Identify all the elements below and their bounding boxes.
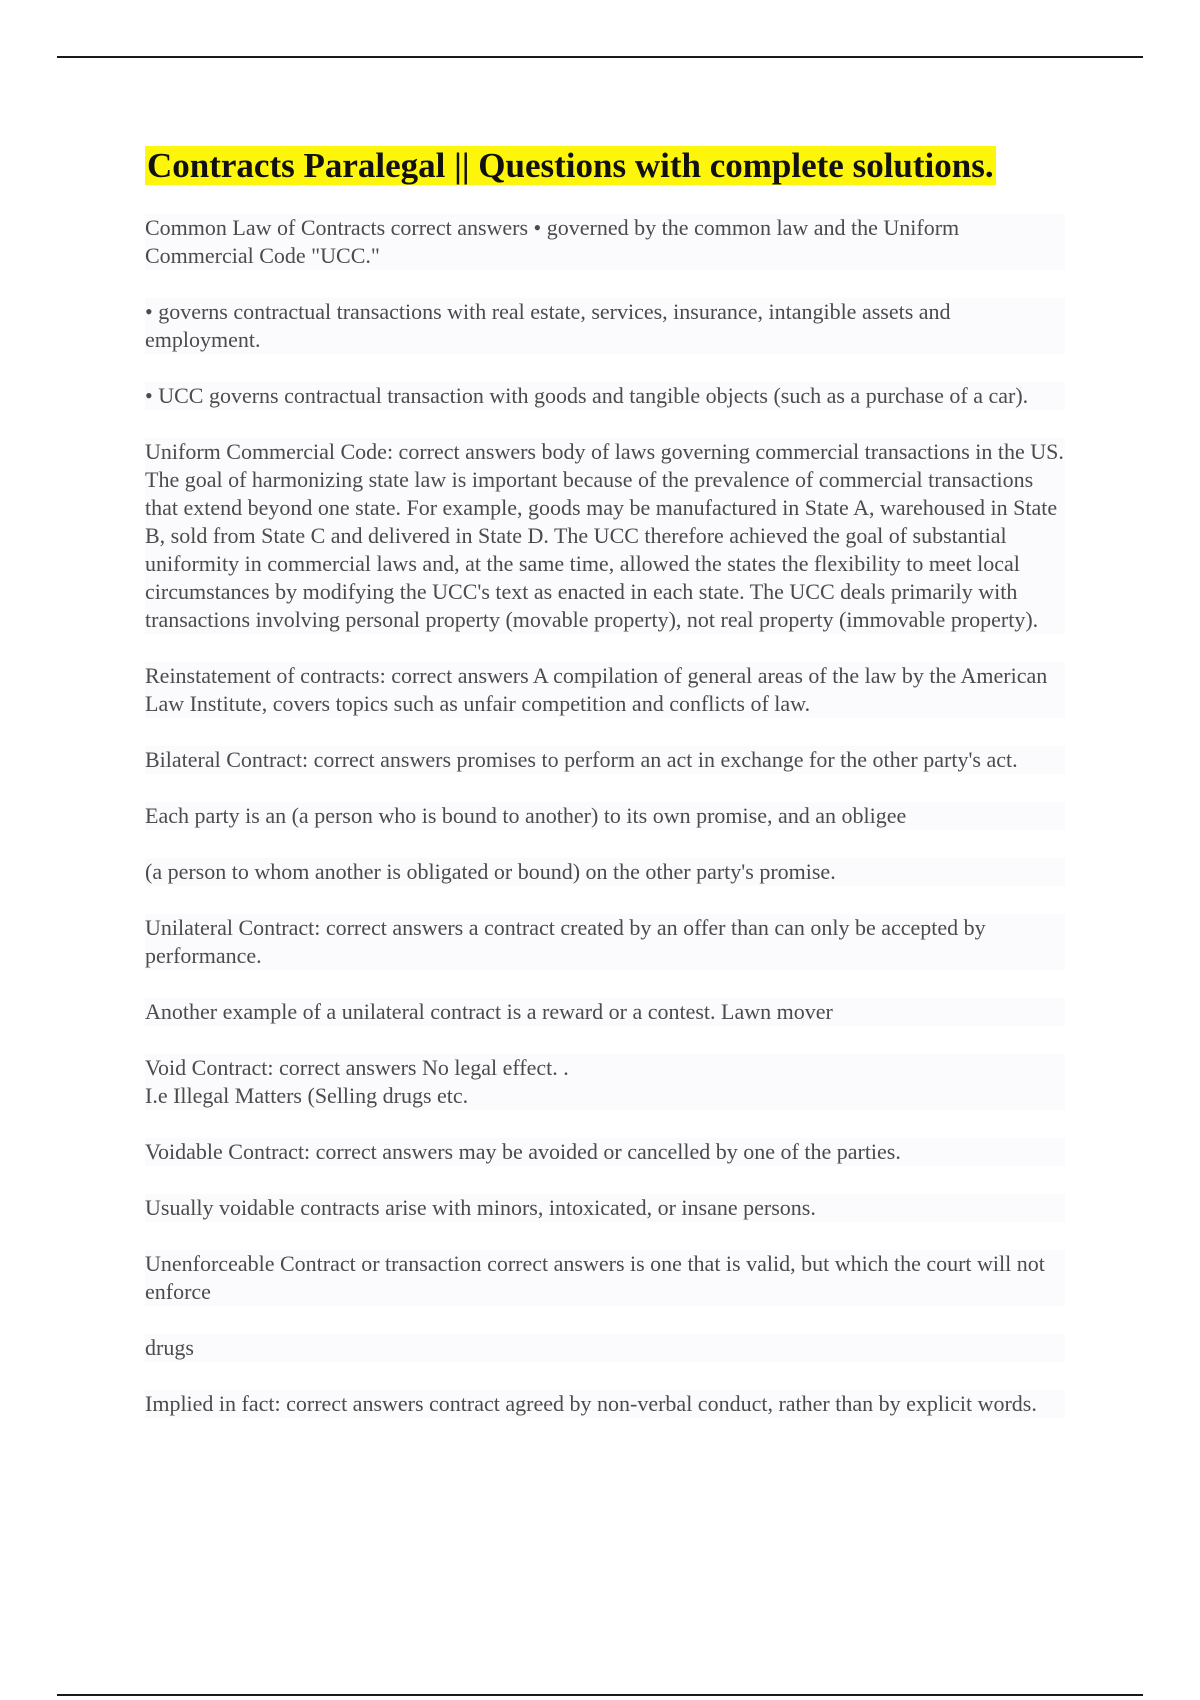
paragraph: Uniform Commercial Code: correct answers body of laws governing commercial transactions in the US. The goal of harmonizing state law is important because of the prevalence of commercial transactions that extend beyond one state. For example, goods may be manufactured in State A, warehoused in State B, sold from State C and delivered in State D. The UCC therefore achieved the goal of substantial uniformity in commercial laws and, at the same time, allowed the states the flexibility to meet local circumstances by modifying the UCC's text as enacted in each state. The UCC deals primarily with transactions involving personal property (movable property), not real property (immovable property). xyxy=(145,439,1064,632)
paragraph: Another example of a unilateral contract is a reward or a contest. Lawn mover xyxy=(145,998,1065,1026)
document-body xyxy=(145,144,1065,1446)
paragraph: (a person to whom another is obligated or bound) on the other party's promise. xyxy=(145,858,1065,886)
paragraph: Unenforceable Contract or transaction correct answers is one that is valid, but which the court will not enforce xyxy=(145,1250,1065,1306)
paragraph: Void Contract: correct answers No legal effect. . I.e Illegal Matters (Selling drugs etc. xyxy=(145,1054,1065,1110)
paragraph: Reinstatement of contracts: correct answers A compilation of general areas of the law by the American Law Institute, covers topics such as unfair competition and conflicts of law. xyxy=(145,662,1065,718)
paragraph: Each party is an (a person who is bound to another) to its own promise, and an obligee xyxy=(145,802,1065,830)
paragraph: • governs contractual transactions with real estate, services, insurance, intangible assets and employment. xyxy=(145,298,1065,354)
paragraph: Common Law of Contracts correct answers • governed by the common law and the Uniform Commercial Code "UCC." xyxy=(145,214,1065,270)
paragraph: • UCC governs contractual transaction with goods and tangible objects (such as a purchase of a car). xyxy=(145,382,1065,410)
paragraph: Implied in fact: correct answers contract agreed by non-verbal conduct, rather than by explicit words. xyxy=(145,1390,1065,1418)
paragraph: drugs xyxy=(145,1334,1065,1362)
paragraph: Usually voidable contracts arise with minors, intoxicated, or insane persons. xyxy=(145,1194,1065,1222)
bottom-rule xyxy=(57,1694,1143,1696)
title-wrap xyxy=(145,144,1065,188)
paragraph: Voidable Contract: correct answers may be avoided or cancelled by one of the parties. xyxy=(145,1138,1065,1166)
paragraph: Unilateral Contract: correct answers a contract created by an offer than can only be accepted by performance. xyxy=(145,914,1065,970)
paragraph: Bilateral Contract: correct answers promises to perform an act in exchange for the other party's act. xyxy=(145,746,1065,774)
top-rule xyxy=(57,56,1143,58)
document-title: Contracts Paralegal || Questions with complete solutions. xyxy=(147,146,994,185)
